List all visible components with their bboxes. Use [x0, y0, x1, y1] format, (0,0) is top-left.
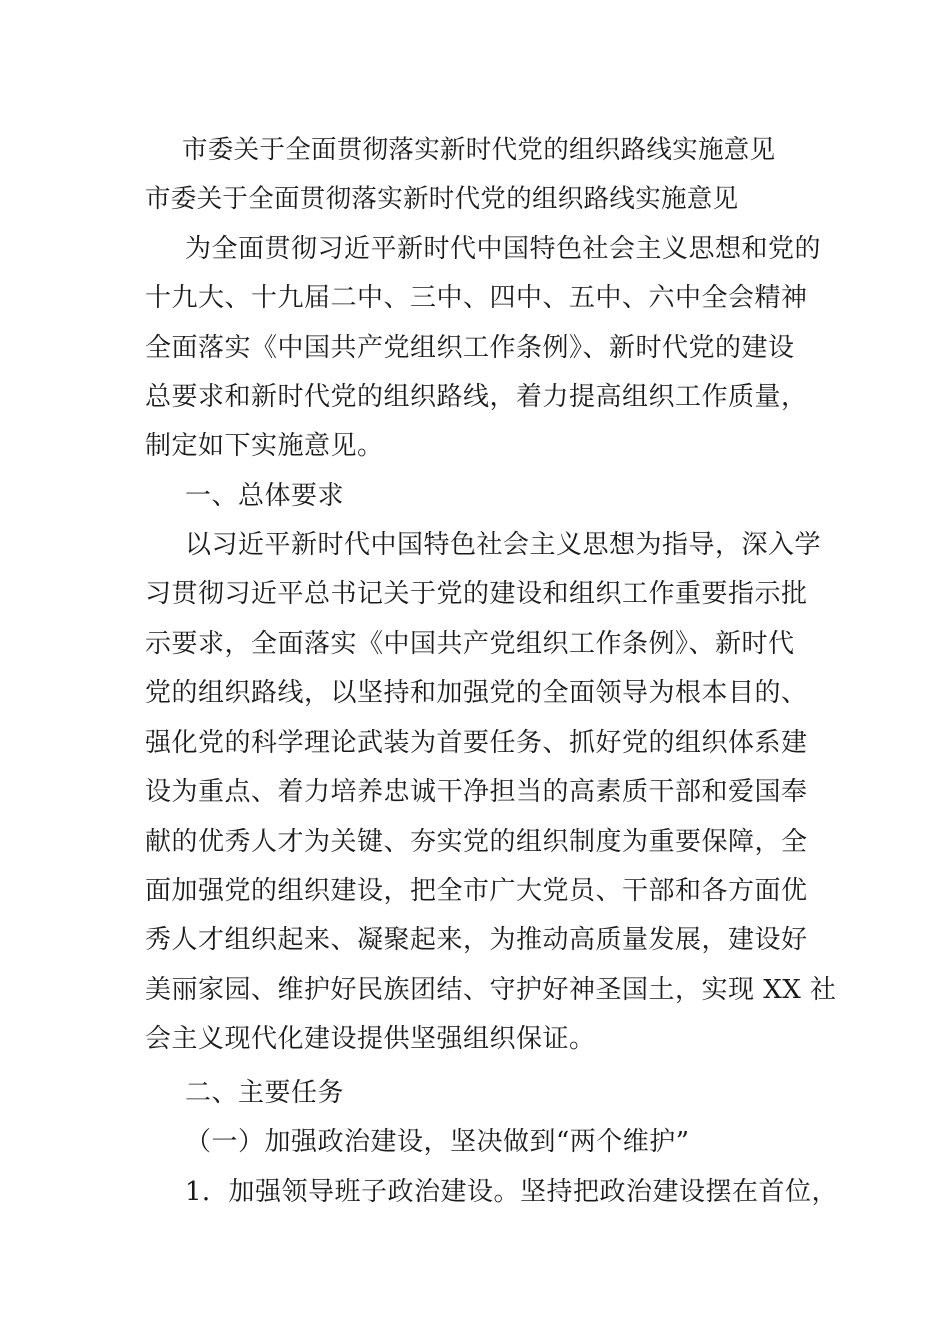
- document-title-repeat: 市委关于全面贯彻落实新时代党的组织路线实施意见: [145, 184, 739, 214]
- item-1-line: 1．加强领导班子政治建设。坚持把政治建设摆在首位，: [185, 1177, 839, 1207]
- section1-line-10: 美丽家园、维护好民族团结、守护好神圣国土，实现 XX 社: [145, 975, 837, 1005]
- section-heading-1: 一、总体要求: [185, 481, 345, 511]
- intro-line-1: 为全面贯彻习近平新时代中国特色社会主义思想和党的: [185, 234, 822, 264]
- section1-line-1: 以习近平新时代中国特色社会主义思想为指导，深入学: [185, 530, 822, 560]
- section1-line-7: 献的优秀人才为关键、夯实党的组织制度为重要保障，全: [145, 827, 808, 857]
- section1-line-6: 设为重点、着力培养忠诚干净担当的高素质干部和爱国奉: [145, 777, 808, 807]
- intro-line-2: 十九大、十九届二中、三中、四中、五中、六中全会精神: [145, 283, 808, 313]
- intro-line-5: 制定如下实施意见。: [145, 431, 384, 461]
- section1-line-3: 示要求，全面落实《中国共产党组织工作条例》、新时代: [145, 629, 795, 659]
- subsection-heading-1: （一）加强政治建设，坚决做到“两个维护”: [185, 1127, 690, 1157]
- section1-line-9: 秀人才组织起来、凝聚起来，为推动高质量发展，建设好: [145, 925, 808, 955]
- section1-line-5: 强化党的科学理论武装为首要任务、抓好党的组织体系建: [145, 728, 808, 758]
- section1-line-11: 会主义现代化建设提供坚强组织保证。: [145, 1024, 596, 1054]
- section1-line-8: 面加强党的组织建设，把全市广大党员、干部和各方面优: [145, 876, 808, 906]
- section1-line-4: 党的组织路线，以坚持和加强党的全面领导为根本目的、: [145, 678, 808, 708]
- section1-line-2: 习贯彻习近平总书记关于党的建设和组织工作重要指示批: [145, 579, 808, 609]
- document-title: 市委关于全面贯彻落实新时代党的组织路线实施意见: [182, 135, 776, 165]
- section-heading-2: 二、主要任务: [185, 1078, 345, 1108]
- intro-line-3: 全面落实《中国共产党组织工作条例》、新时代党的建设: [145, 333, 795, 363]
- intro-line-4: 总要求和新时代党的组织路线，着力提高组织工作质量，: [145, 382, 808, 412]
